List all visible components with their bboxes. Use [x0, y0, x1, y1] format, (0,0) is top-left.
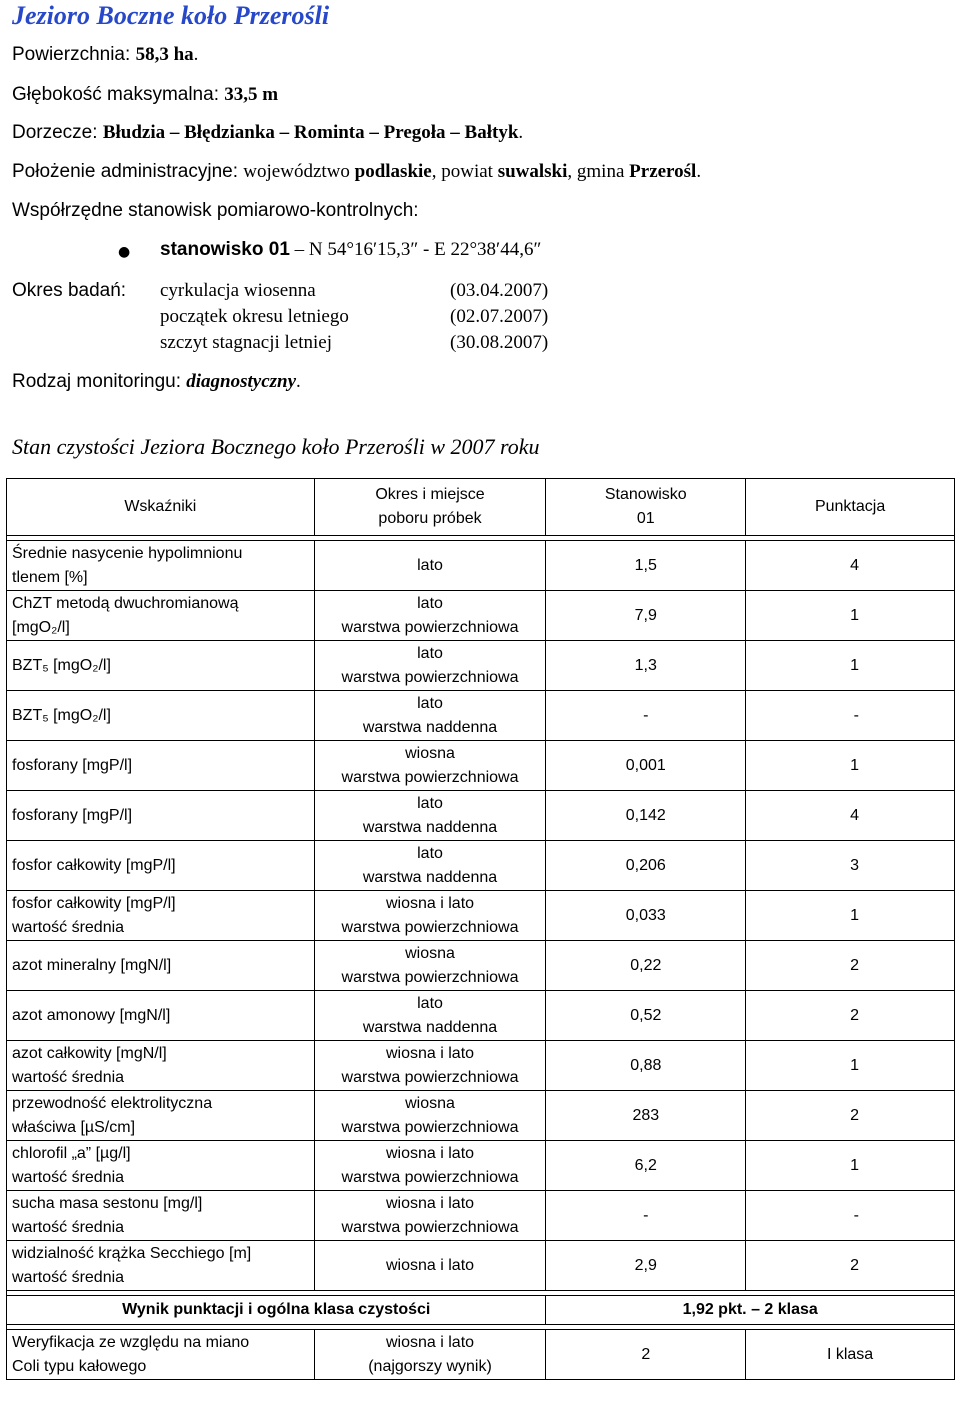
summary-label: Wynik punktacji i ogólna klasa czystości — [7, 1296, 546, 1325]
points-cell: 2 — [746, 991, 955, 1041]
area-suffix: . — [193, 44, 199, 65]
period-date-1: (03.04.2007) — [450, 280, 549, 301]
period-line-1: wiosna i lato — [386, 894, 475, 912]
period-line-2: warstwa naddenna — [362, 818, 498, 836]
period-name-3: szczyt stagnacji letniej — [160, 332, 332, 353]
station-value-cell: 0,001 — [546, 741, 746, 791]
header-station-line-2: 01 — [636, 510, 655, 527]
basin-suffix: . — [518, 122, 524, 143]
admin-text-3: , gmina — [567, 161, 630, 182]
verification-value: 2 — [546, 1330, 746, 1380]
header-station-line-1: Stanowisko — [604, 486, 687, 503]
points-cell: 2 — [746, 1091, 955, 1141]
period-label: Okres badań: — [12, 280, 127, 301]
period-line-2: warstwa naddenna — [362, 1018, 498, 1036]
station-value-cell: 0,22 — [546, 941, 746, 991]
points-cell: 1 — [746, 891, 955, 941]
period-cell — [314, 691, 546, 741]
table-caption: Stan czystości Jeziora Bocznego koło Przerośli w 2007 roku — [12, 434, 540, 459]
table-row — [7, 991, 955, 1041]
indicator-cell — [7, 1241, 315, 1291]
indicator-line-1: przewodność elektrolityczna — [12, 1094, 213, 1112]
basin-line — [12, 122, 523, 144]
period-line-2: warstwa powierzchniowa — [341, 918, 519, 936]
indicator-cell — [7, 1091, 315, 1141]
period-line-1: lato — [417, 994, 443, 1012]
period-line-1: wiosna — [405, 744, 455, 762]
station-value-cell: 0,033 — [546, 891, 746, 941]
period-line-1: lato — [417, 794, 443, 812]
station-value-cell: 0,206 — [546, 841, 746, 891]
header-station — [546, 479, 746, 536]
lake-title: Jezioro Boczne koło Przerośli — [12, 1, 330, 30]
verification-period-line-1: wiosna i lato — [386, 1333, 475, 1351]
indicator-cell — [7, 841, 315, 891]
points-cell: 4 — [746, 791, 955, 841]
depth-line — [12, 84, 278, 106]
indicator-line-1: fosfor całkowity [mgP/l] — [12, 856, 176, 874]
period-cell — [314, 541, 546, 591]
period-line-2: warstwa naddenna — [362, 718, 498, 736]
indicator-cell — [7, 541, 315, 591]
area-value: 58,3 ha — [135, 44, 194, 65]
monitoring-line — [12, 371, 301, 393]
station-name: stanowisko 01 — [160, 239, 290, 260]
indicator-line-2: wartość średnia — [12, 1218, 125, 1236]
indicator-cell — [7, 791, 315, 841]
coords-line — [12, 200, 419, 222]
station-value-cell: - — [546, 1191, 746, 1241]
period-cell — [314, 741, 546, 791]
period-cell — [314, 891, 546, 941]
header-period-line-2: poboru próbek — [378, 510, 482, 527]
area-label: Powierzchnia: — [12, 44, 136, 65]
station-value-cell: 6,2 — [546, 1141, 746, 1191]
table-row — [7, 1041, 955, 1091]
indicator-line-1: fosfor całkowity [mgP/l] — [12, 894, 176, 912]
period-name-2: początek okresu letniego — [160, 306, 349, 327]
points-cell: 4 — [746, 541, 955, 591]
points-cell: 2 — [746, 941, 955, 991]
points-cell: 3 — [746, 841, 955, 891]
station-value-cell: 1,5 — [546, 541, 746, 591]
table-row — [7, 641, 955, 691]
monitoring-label: Rodzaj monitoringu: — [12, 371, 187, 392]
period-line-1: wiosna i lato — [386, 1144, 475, 1162]
period-cell — [314, 991, 546, 1041]
period-line-1: wiosna i lato — [386, 1044, 475, 1062]
indicator-line-2: wartość średnia — [12, 1168, 125, 1186]
verification-period — [314, 1330, 546, 1380]
indicator-line-2: tlenem [%] — [12, 568, 88, 586]
period-cell — [314, 791, 546, 841]
table-row — [7, 541, 955, 591]
indicator-cell — [7, 641, 315, 691]
admin-county: suwalski — [497, 161, 568, 182]
points-cell: 1 — [746, 591, 955, 641]
header-period-line-1: Okres i miejsce — [375, 486, 485, 503]
header-points: Punktacja — [746, 479, 955, 536]
indicator-line-2: wartość średnia — [12, 918, 125, 936]
admin-line — [12, 161, 701, 183]
depth-value: 33,5 m — [224, 84, 279, 105]
depth-label: Głębokość maksymalna: — [12, 84, 225, 105]
verification-line-1: Weryfikacja ze względu na miano — [12, 1333, 250, 1351]
period-cell — [314, 941, 546, 991]
indicator-line-1: BZT₅ [mgO₂/l] — [12, 656, 111, 674]
indicator-cell — [7, 1191, 315, 1241]
period-line-1: lato — [417, 556, 443, 574]
indicator-line-2: wartość średnia — [12, 1068, 125, 1086]
indicator-cell — [7, 691, 315, 741]
purity-table-body — [7, 479, 955, 1380]
indicator-line-2: [mgO₂/l] — [12, 618, 70, 636]
verification-line-2: Coli typu kałowego — [12, 1357, 147, 1375]
indicator-line-2: wartość średnia — [12, 1268, 125, 1286]
station-value-cell: - — [546, 691, 746, 741]
period-line-1: lato — [417, 594, 443, 612]
indicator-cell — [7, 941, 315, 991]
area-line — [12, 44, 198, 66]
table-row — [7, 591, 955, 641]
indicator-line-1: azot mineralny [mgN/l] — [12, 956, 172, 974]
indicator-line-2: właściwa [µS/cm] — [12, 1118, 136, 1136]
period-date-2: (02.07.2007) — [450, 306, 549, 327]
period-line-1: wiosna i lato — [386, 1194, 475, 1212]
admin-suffix: . — [696, 161, 702, 182]
admin-text-1: województwo — [243, 161, 355, 182]
period-line-2: warstwa powierzchniowa — [341, 1168, 519, 1186]
period-line-2: warstwa powierzchniowa — [341, 1218, 519, 1236]
period-line-1: wiosna i lato — [386, 1256, 475, 1274]
table-header-row — [7, 479, 955, 536]
indicator-cell — [7, 741, 315, 791]
period-cell — [314, 591, 546, 641]
points-cell: 2 — [746, 1241, 955, 1291]
indicator-line-1: widzialność krążka Secchiego [m] — [12, 1244, 252, 1262]
basin-label: Dorzecze: — [12, 122, 103, 143]
period-line-1: wiosna — [405, 944, 455, 962]
indicator-cell — [7, 1141, 315, 1191]
table-row — [7, 1191, 955, 1241]
indicator-cell — [7, 991, 315, 1041]
period-line-2: warstwa naddenna — [362, 868, 498, 886]
coords-label: Współrzędne stanowisk pomiarowo-kontrolnych: — [12, 200, 419, 221]
indicator-cell — [7, 891, 315, 941]
period-cell — [314, 1141, 546, 1191]
verification-row — [7, 1330, 955, 1380]
period-line-1: lato — [417, 644, 443, 662]
points-cell: 1 — [746, 1141, 955, 1191]
admin-label: Położenie administracyjne: — [12, 161, 244, 182]
period-cell — [314, 1041, 546, 1091]
verification-class: I klasa — [746, 1330, 955, 1380]
header-period — [314, 479, 546, 536]
station-value-cell: 0,88 — [546, 1041, 746, 1091]
period-cell — [314, 841, 546, 891]
period-cell — [314, 1241, 546, 1291]
basin-value: Błudzia – Błędzianka – Rominta – Pregoła – Bałtyk — [102, 122, 519, 143]
station-value-cell: 0,142 — [546, 791, 746, 841]
table-row — [7, 841, 955, 891]
points-cell: - — [746, 1191, 955, 1241]
table-row — [7, 891, 955, 941]
points-cell: 1 — [746, 1041, 955, 1091]
indicator-line-1: azot całkowity [mgN/l] — [12, 1044, 167, 1062]
station-line — [160, 239, 541, 261]
bullet-icon: ● — [118, 244, 131, 260]
period-cell — [314, 1091, 546, 1141]
purity-table — [6, 478, 955, 1380]
table-row — [7, 1241, 955, 1291]
station-value-cell: 2,9 — [546, 1241, 746, 1291]
verification-period-line-2: (najgorszy wynik) — [368, 1357, 492, 1375]
period-line-2: warstwa powierzchniowa — [341, 618, 519, 636]
period-date-3: (30.08.2007) — [450, 332, 549, 353]
period-line-2: warstwa powierzchniowa — [341, 668, 519, 686]
station-coords: – N 54°16′15,3″ - E 22°38′44,6″ — [289, 239, 542, 260]
indicator-line-1: BZT₅ [mgO₂/l] — [12, 706, 111, 724]
indicator-line-1: fosforany [mgP/l] — [12, 806, 133, 824]
period-line-2: warstwa powierzchniowa — [341, 1118, 519, 1136]
admin-commune: Przerośl — [629, 161, 697, 182]
summary-row — [7, 1296, 955, 1325]
station-value-cell: 7,9 — [546, 591, 746, 641]
period-line-1: lato — [417, 844, 443, 862]
verification-indicator — [7, 1330, 315, 1380]
period-line-1: wiosna — [405, 1094, 455, 1112]
indicator-line-1: azot amonowy [mgN/l] — [12, 1006, 171, 1024]
period-line-2: warstwa powierzchniowa — [341, 1068, 519, 1086]
indicator-cell — [7, 591, 315, 641]
station-value-cell: 0,52 — [546, 991, 746, 1041]
monitoring-suffix: . — [296, 371, 301, 392]
admin-voivodeship: podlaskie — [354, 161, 432, 182]
summary-result: 1,92 pkt. – 2 klasa — [546, 1296, 955, 1325]
period-name-1: cyrkulacja wiosenna — [160, 280, 316, 301]
indicator-line-1: sucha masa sestonu [mg/l] — [12, 1194, 203, 1212]
period-line-1: lato — [417, 694, 443, 712]
period-line-2: warstwa powierzchniowa — [341, 768, 519, 786]
table-row — [7, 691, 955, 741]
station-value-cell: 1,3 — [546, 641, 746, 691]
header-indicator: Wskaźniki — [7, 479, 315, 536]
indicator-line-1: Średnie nasycenie hypolimnionu — [12, 544, 243, 562]
indicator-cell — [7, 1041, 315, 1091]
table-row — [7, 1141, 955, 1191]
period-cell — [314, 1191, 546, 1241]
points-cell: 1 — [746, 641, 955, 691]
period-cell — [314, 641, 546, 691]
station-value-cell: 283 — [546, 1091, 746, 1141]
table-row — [7, 1091, 955, 1141]
points-cell: 1 — [746, 741, 955, 791]
points-cell: - — [746, 691, 955, 741]
monitoring-value: diagnostyczny — [186, 371, 297, 392]
admin-text-2: , powiat — [431, 161, 498, 182]
period-line-2: warstwa powierzchniowa — [341, 968, 519, 986]
table-row — [7, 741, 955, 791]
indicator-line-1: chlorofil „a” [µg/l] — [12, 1144, 131, 1162]
indicator-line-1: ChZT metodą dwuchromianową — [12, 594, 239, 612]
table-row — [7, 791, 955, 841]
indicator-line-1: fosforany [mgP/l] — [12, 756, 133, 774]
table-row — [7, 941, 955, 991]
